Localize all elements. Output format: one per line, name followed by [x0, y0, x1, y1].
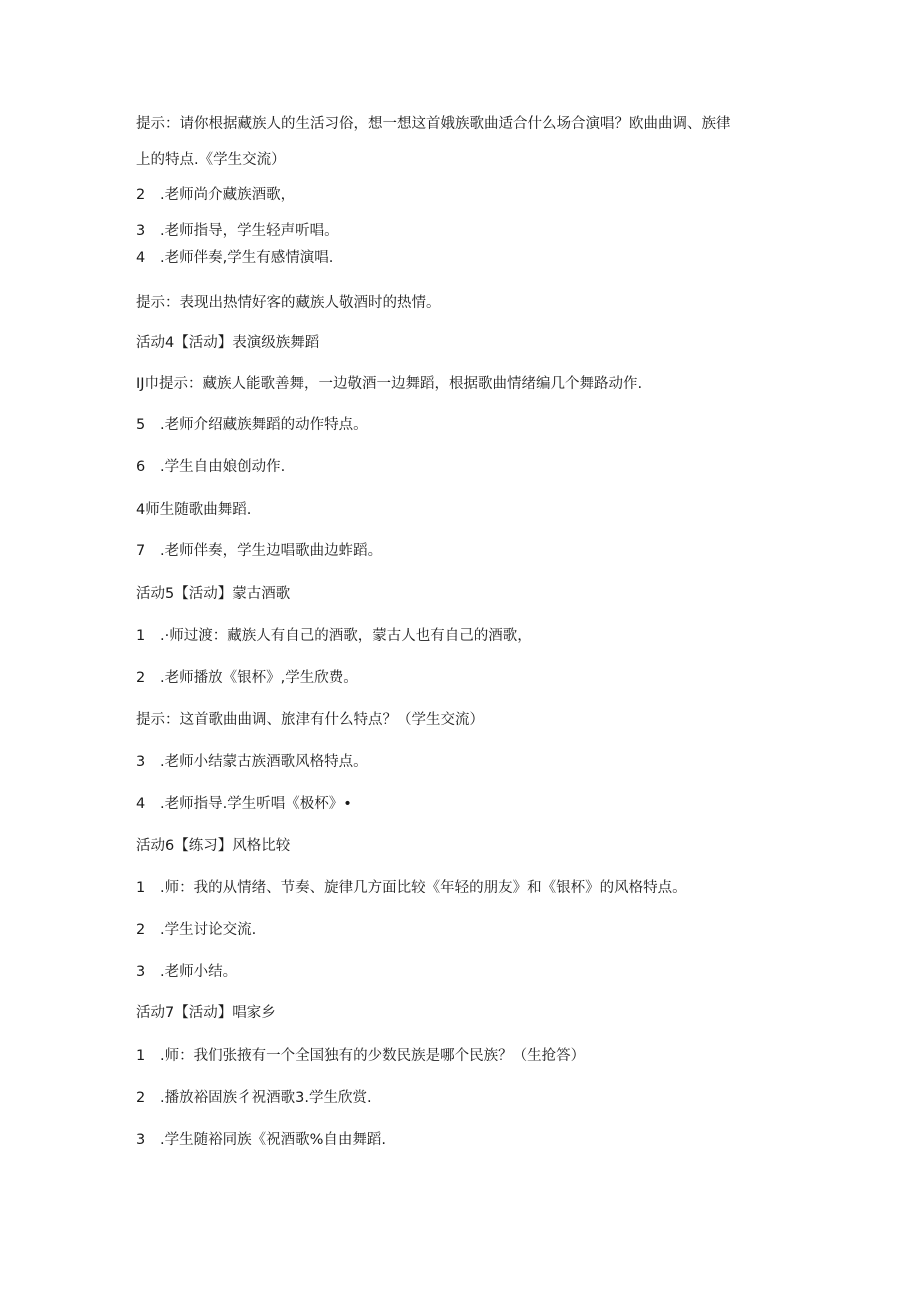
paragraph: 提示：表现出热情好客的藏族人敬酒时的热情。 [136, 295, 441, 311]
list-text: .学生随裕同族《祝酒歌%自由舞蹈. [160, 1132, 386, 1148]
list-item [136, 626, 532, 646]
list-number: 3 [136, 964, 146, 980]
list-text: .老师播放《银杯》,学生欣费。 [160, 670, 358, 686]
list-item [136, 185, 295, 205]
list-text: .老师小结蒙古族酒歌风格特点。 [160, 754, 368, 770]
list-text: .·师过渡：藏族人有自己的酒歌，蒙古人也有自己的酒歌， [160, 628, 532, 644]
list-item [136, 752, 368, 772]
list-item [136, 221, 339, 241]
list-item [136, 962, 237, 982]
list-item [136, 668, 358, 688]
list-number: 4 [136, 796, 146, 812]
list-text: .老师伴奏，学生边唱歌曲边蚱蹈。 [160, 543, 383, 559]
section-heading: 活动4【活动】表演级族舞蹈 [136, 335, 320, 351]
list-text: .老师介绍藏族舞蹈的动作特点。 [160, 417, 368, 433]
list-number: 2 [136, 1090, 146, 1106]
list-text: .老师指导.学生听唱《极杯》• [160, 796, 352, 812]
list-number: 3 [136, 1132, 146, 1148]
section-heading: 活动5【活动】蒙古酒歌 [136, 586, 291, 602]
list-text: .老师伴奏,学生有感情演唱. [160, 250, 334, 266]
list-item [136, 415, 368, 435]
list-number: 2 [136, 187, 146, 203]
paragraph: 4师生随歌曲舞蹈. [136, 502, 252, 518]
list-item [136, 541, 382, 561]
list-item [136, 248, 333, 268]
list-number: 4 [136, 250, 146, 266]
section-heading: 活动7【活动】唱家乡 [136, 1005, 276, 1021]
list-number: 1 [136, 628, 146, 644]
paragraph: 提示：请你根据藏族人的生活习俗，想一想这首娥族歌曲适合什么场合演唱？欧曲曲调、族律 [136, 116, 731, 132]
list-number: 2 [136, 670, 146, 686]
list-item [136, 457, 285, 477]
list-number: 1 [136, 880, 146, 896]
list-item [136, 920, 256, 940]
section-heading: 活动6【练习】风格比较 [136, 838, 291, 854]
list-item [136, 878, 687, 898]
list-text: .学生讨论交流. [160, 922, 257, 938]
list-text: .老师尚介藏族酒歌， [160, 187, 296, 203]
list-number: 7 [136, 543, 146, 559]
list-text: .播放裕固族彳祝酒歌3.学生欣赏. [160, 1090, 372, 1106]
list-item [136, 1088, 372, 1108]
list-number: 3 [136, 754, 146, 770]
list-number: 6 [136, 459, 146, 475]
list-text: .师：我的从情绪、节奏、旋律几方面比较《年轻的朋友》和《银杯》的风格特点。 [160, 880, 687, 896]
list-text: .老师指导，学生轻声听唱。 [160, 223, 339, 239]
list-item [136, 1130, 386, 1150]
list-text: .学生自由娘创动作. [160, 459, 286, 475]
list-item [136, 1046, 585, 1066]
list-text: .师：我们张掖有一个全国独有的少数民族是哪个民族？（生抢答） [160, 1048, 586, 1064]
paragraph: 提示：这首歌曲曲调、旅津有什么特点？（学生交流） [136, 712, 484, 728]
list-item [136, 794, 352, 814]
paragraph: 上的特点.《学生交流） [136, 152, 286, 168]
list-number: 1 [136, 1048, 146, 1064]
list-text: .老师小结。 [160, 964, 238, 980]
list-number: 5 [136, 417, 146, 433]
paragraph: IJ巾提示：藏族人能歌善舞，一边敬酒一边舞蹈，根据歌曲情绪编几个舞路动作. [136, 376, 643, 392]
list-number: 3 [136, 223, 146, 239]
list-number: 2 [136, 922, 146, 938]
